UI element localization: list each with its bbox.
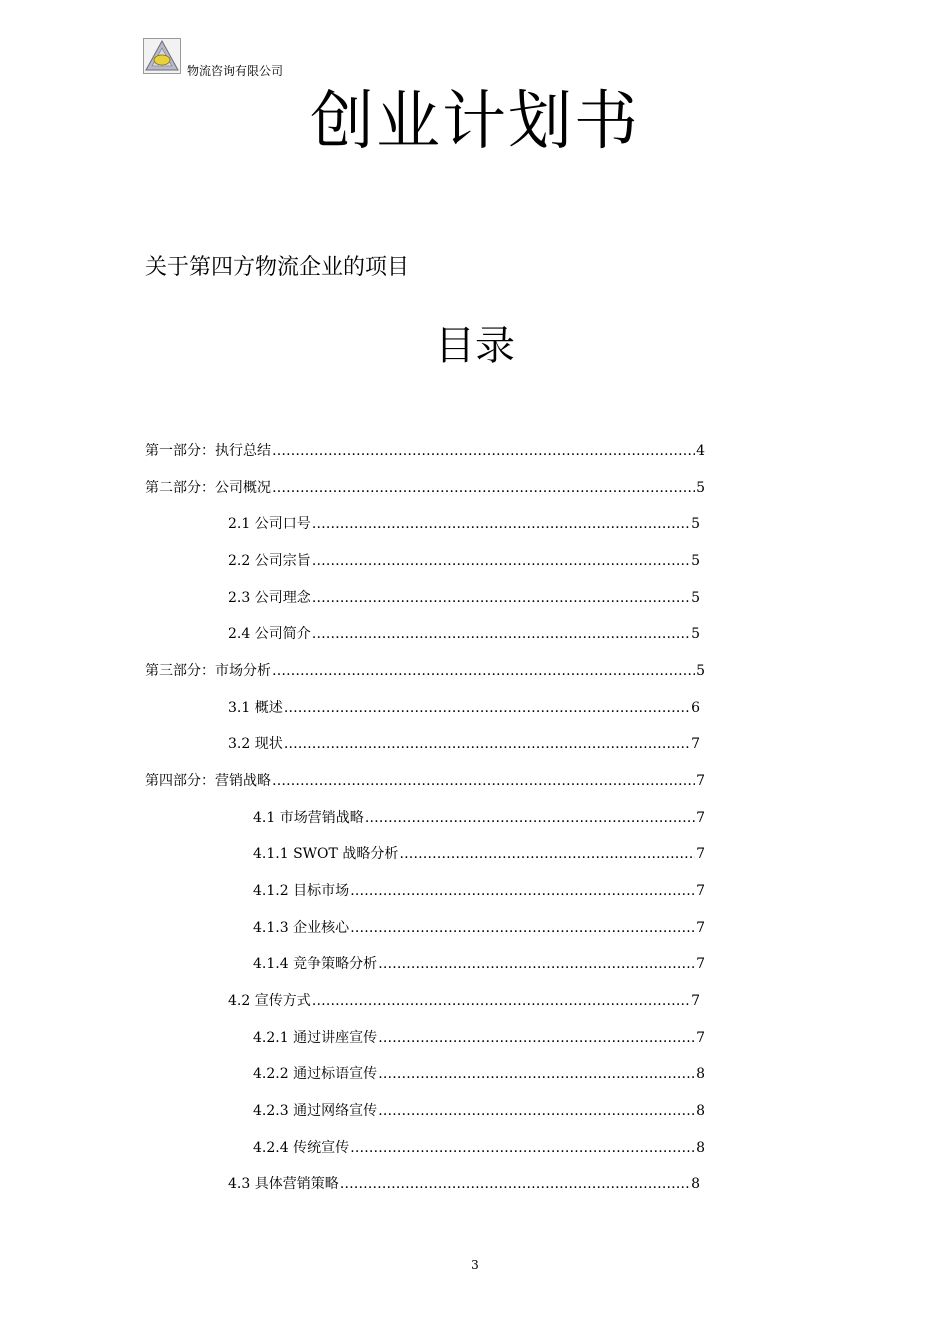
toc-leader-dots xyxy=(312,587,690,609)
toc-leader-dots xyxy=(272,440,695,462)
toc-entry-label: 4.2 宣传方式 xyxy=(228,993,311,1009)
toc-leader-dots xyxy=(284,697,690,719)
toc-leader-dots xyxy=(350,1137,695,1159)
toc-entry-page: 7 xyxy=(696,1030,705,1046)
toc-entry-label: 2.4 公司简介 xyxy=(228,626,311,642)
toc-leader-dots xyxy=(272,477,695,499)
toc-leader-dots xyxy=(378,1100,695,1122)
toc-leader-dots xyxy=(350,880,695,902)
toc-entry[interactable] xyxy=(228,550,700,572)
toc-entry[interactable] xyxy=(228,990,700,1012)
toc-entry-label: 4.2.2 通过标语宣传 xyxy=(253,1066,378,1082)
toc-leader-dots xyxy=(312,623,690,645)
toc-leader-dots xyxy=(378,953,695,975)
toc-entry-page: 4 xyxy=(696,443,705,459)
toc-entry[interactable] xyxy=(145,477,705,499)
toc-leader-dots xyxy=(378,1027,695,1049)
toc-entry-label: 2.2 公司宗旨 xyxy=(228,553,311,569)
toc-entry-label: 4.3 具体营销策略 xyxy=(228,1176,339,1192)
toc-entry[interactable] xyxy=(253,1137,705,1159)
toc-entry-page: 7 xyxy=(696,773,705,789)
toc-entry-label: 4.1.2 目标市场 xyxy=(253,883,350,899)
toc-entry-page: 7 xyxy=(696,846,705,862)
toc-leader-dots xyxy=(284,733,690,755)
toc-entry[interactable] xyxy=(145,440,705,462)
toc-leader-dots xyxy=(272,660,695,682)
toc-entry-page: 5 xyxy=(691,626,700,642)
toc-entry-label: 2.1 公司口号 xyxy=(228,516,311,532)
toc-leader-dots xyxy=(312,990,690,1012)
toc-entry-label: 3.1 概述 xyxy=(228,700,283,716)
toc-entry[interactable] xyxy=(228,697,700,719)
toc-entry-label: 2.3 公司理念 xyxy=(228,590,311,606)
toc-entry-label: 第一部分：执行总结 xyxy=(145,443,271,459)
toc-entry-page: 5 xyxy=(691,553,700,569)
toc-entry[interactable] xyxy=(228,1173,700,1195)
toc-entry-label: 4.1.4 竞争策略分析 xyxy=(253,956,378,972)
toc-entry-label: 3.2 现状 xyxy=(228,736,283,752)
toc-entry[interactable] xyxy=(145,770,705,792)
toc-leader-dots xyxy=(340,1173,690,1195)
toc-entry-page: 8 xyxy=(696,1103,705,1119)
toc-entry-page: 8 xyxy=(696,1140,705,1156)
toc-entry-page: 8 xyxy=(696,1066,705,1082)
toc-entry[interactable] xyxy=(253,917,705,939)
toc-entry[interactable] xyxy=(228,623,700,645)
toc-entry-page: 6 xyxy=(691,700,700,716)
toc-entry[interactable] xyxy=(228,733,700,755)
toc-entry[interactable] xyxy=(253,1100,705,1122)
document-title: 创业计划书 xyxy=(310,85,640,159)
toc-entry-page: 7 xyxy=(696,810,705,826)
toc-entry[interactable] xyxy=(228,513,700,535)
toc-entry-label: 第四部分：营销战略 xyxy=(145,773,271,789)
toc-entry-label: 4.2.4 传统宣传 xyxy=(253,1140,350,1156)
toc-leader-dots xyxy=(272,770,695,792)
toc-entry[interactable] xyxy=(253,1027,705,1049)
toc-heading: 目录 xyxy=(435,323,515,369)
toc-entry-label: 4.1 市场营销战略 xyxy=(253,810,364,826)
toc-entry-page: 8 xyxy=(691,1176,700,1192)
toc-entry[interactable] xyxy=(253,880,705,902)
toc-entry[interactable] xyxy=(253,953,705,975)
company-logo-icon xyxy=(143,38,181,74)
page-number: 3 xyxy=(471,1258,479,1272)
document-subtitle: 关于第四方物流企业的项目 xyxy=(145,255,410,280)
toc-entry-page: 7 xyxy=(696,956,705,972)
toc-leader-dots xyxy=(312,550,690,572)
toc-entry[interactable] xyxy=(253,843,705,865)
toc-entry-label: 4.1.1 SWOT 战略分析 xyxy=(253,846,399,862)
toc-entry-label: 4.1.3 企业核心 xyxy=(253,920,350,936)
toc-entry-page: 7 xyxy=(691,993,700,1009)
page-header xyxy=(143,38,323,76)
toc-entry-page: 7 xyxy=(691,736,700,752)
toc-leader-dots xyxy=(399,843,695,865)
toc-leader-dots xyxy=(312,513,690,535)
toc-leader-dots xyxy=(350,917,695,939)
toc-entry-page: 7 xyxy=(696,920,705,936)
toc-leader-dots xyxy=(365,807,695,829)
company-name: 物流咨询有限公司 xyxy=(187,64,284,78)
toc-leader-dots xyxy=(378,1063,695,1085)
toc-entry[interactable] xyxy=(228,587,700,609)
toc-entry-page: 5 xyxy=(696,480,705,496)
toc-entry[interactable] xyxy=(145,660,705,682)
toc-entry-page: 5 xyxy=(696,663,705,679)
toc-entry-label: 第二部分：公司概况 xyxy=(145,480,271,496)
toc-entry[interactable] xyxy=(253,807,705,829)
toc-entry-label: 4.2.1 通过讲座宣传 xyxy=(253,1030,378,1046)
toc-entry-page: 5 xyxy=(691,516,700,532)
toc-entry-label: 第三部分：市场分析 xyxy=(145,663,271,679)
toc-entry-label: 4.2.3 通过网络宣传 xyxy=(253,1103,378,1119)
toc-entry[interactable] xyxy=(253,1063,705,1085)
toc-entry-page: 5 xyxy=(691,590,700,606)
toc-entry-page: 7 xyxy=(696,883,705,899)
